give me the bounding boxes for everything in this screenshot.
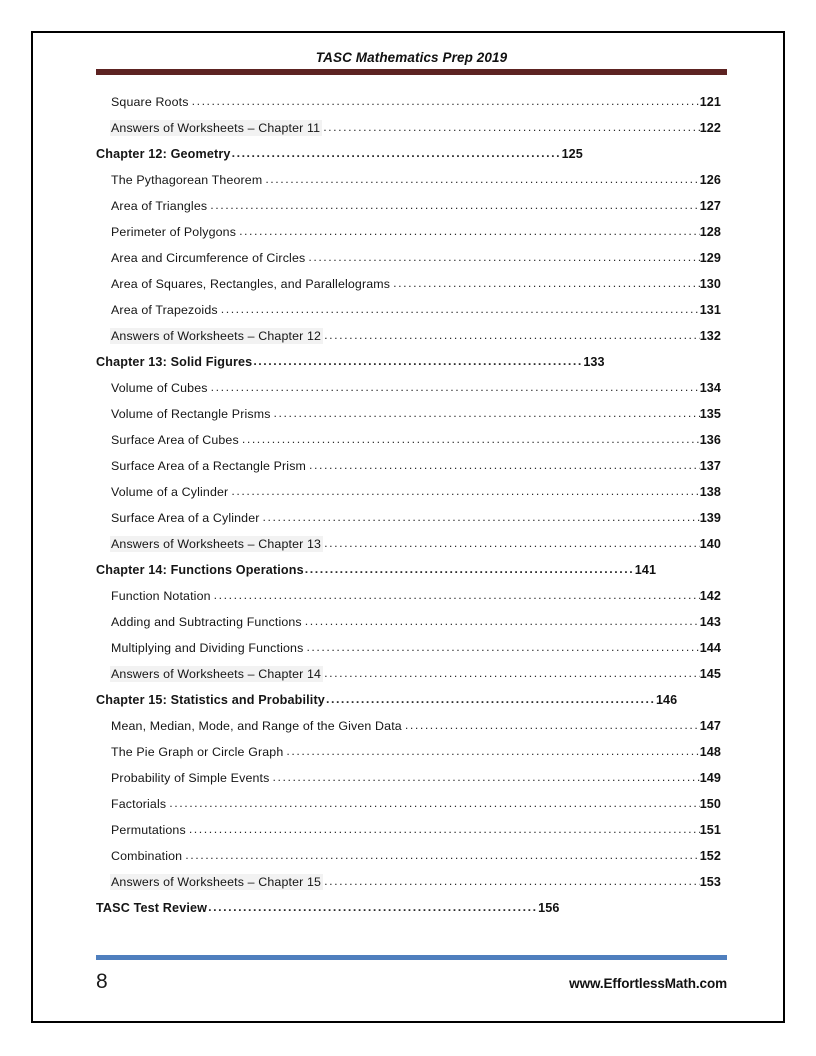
dot-leader <box>306 642 699 654</box>
toc-entry-label: Combination <box>111 849 183 863</box>
toc-entry-label: Function Notation <box>111 589 211 603</box>
toc-page-number: 122 <box>699 121 721 135</box>
toc-page-number: 121 <box>699 95 721 109</box>
toc-entry-row[interactable] <box>33 791 783 817</box>
toc-page-number: 148 <box>699 745 721 759</box>
toc-entry-row[interactable] <box>33 375 783 401</box>
dot-leader <box>324 538 700 550</box>
toc-page-number: 156 <box>538 901 560 915</box>
toc-page-number: 151 <box>699 823 721 837</box>
footer-page-number: 8 <box>96 970 108 993</box>
toc-entry-label: Area and Circumference of Circles <box>111 251 306 265</box>
toc-entry-label: Chapter 14: Functions Operations <box>96 563 304 577</box>
running-header <box>96 50 727 75</box>
running-footer <box>96 955 727 992</box>
page-content-area <box>33 33 783 1021</box>
toc-page-number: 129 <box>699 251 721 265</box>
toc-entry-row[interactable] <box>33 869 783 895</box>
dot-leader <box>323 122 700 134</box>
header-rule-divider <box>96 69 727 75</box>
toc-page-number: 141 <box>634 563 657 577</box>
toc-page-number: 147 <box>699 719 721 733</box>
dot-leader <box>221 304 700 316</box>
dot-leader <box>210 200 699 212</box>
toc-page-number: 135 <box>699 407 721 421</box>
toc-entry-label: Answers of Worksheets – Chapter 11 <box>111 121 321 135</box>
toc-chapter-row[interactable] <box>33 895 783 921</box>
toc-entry-row[interactable] <box>33 739 783 765</box>
dot-leader <box>253 356 583 369</box>
dot-leader <box>189 824 700 836</box>
toc-entry-row[interactable] <box>33 843 783 869</box>
toc-entry-label: The Pythagorean Theorem <box>111 173 263 187</box>
footer-row <box>96 971 727 992</box>
toc-entry-row[interactable] <box>33 219 783 245</box>
dot-leader <box>286 746 699 758</box>
toc-entry-row[interactable] <box>33 427 783 453</box>
dot-leader <box>242 434 700 446</box>
toc-entry-row[interactable] <box>33 635 783 661</box>
toc-entry-label: Chapter 12: Geometry <box>96 147 231 161</box>
toc-entry-label: Volume of Cubes <box>111 381 208 395</box>
toc-entry-label: Surface Area of a Cylinder <box>111 511 260 525</box>
toc-entry-row[interactable] <box>33 453 783 479</box>
toc-page-number: 126 <box>699 173 721 187</box>
toc-page-number: 145 <box>699 667 721 681</box>
dot-leader <box>308 252 699 264</box>
dot-leader <box>324 330 700 342</box>
toc-page-number: 146 <box>655 693 678 707</box>
toc-entry-label: Answers of Worksheets – Chapter 15 <box>111 875 322 889</box>
toc-entry-label: The Pie Graph or Circle Graph <box>111 745 284 759</box>
toc-entry-label: Surface Area of a Rectangle Prism <box>111 459 307 473</box>
dot-leader <box>263 512 700 524</box>
dot-leader <box>324 668 700 680</box>
dot-leader <box>192 96 700 108</box>
toc-page-number: 153 <box>699 875 721 889</box>
footer-rule-divider <box>96 955 727 960</box>
toc-page-number: 137 <box>699 459 721 473</box>
toc-page-number: 128 <box>699 225 721 239</box>
dot-leader <box>214 590 700 602</box>
dot-leader <box>211 382 700 394</box>
dot-leader <box>393 278 700 290</box>
toc-entry-row[interactable] <box>33 505 783 531</box>
dot-leader <box>231 486 699 498</box>
toc-page-number: 133 <box>583 355 605 369</box>
footer-website-link[interactable]: www.EffortlessMath.com <box>569 976 727 991</box>
toc-page-number: 127 <box>699 199 721 213</box>
toc-entry-label: Answers of Worksheets – Chapter 12 <box>111 329 322 343</box>
toc-page-number: 138 <box>699 485 721 499</box>
toc-entry-row[interactable] <box>33 765 783 791</box>
toc-entry-row[interactable] <box>33 323 783 349</box>
toc-page-number: 136 <box>699 433 721 447</box>
toc-page-number: 152 <box>699 849 721 863</box>
toc-page-number: 131 <box>699 303 721 317</box>
toc-entry-row[interactable] <box>33 583 783 609</box>
toc-page-number: 130 <box>699 277 721 291</box>
toc-page-number: 132 <box>699 329 721 343</box>
toc-page-number: 134 <box>699 381 721 395</box>
table-of-contents <box>33 89 783 921</box>
toc-entry-label: Area of Squares, Rectangles, and Parallelograms <box>111 277 391 291</box>
dot-leader <box>305 564 635 577</box>
toc-entry-label: Adding and Subtracting Functions <box>111 615 302 629</box>
dot-leader <box>239 226 700 238</box>
dot-leader <box>169 798 699 810</box>
toc-page-number: 149 <box>699 771 721 785</box>
toc-entry-label: Mean, Median, Mode, and Range of the Given Data <box>111 719 402 733</box>
toc-entry-row[interactable] <box>33 531 783 557</box>
dot-leader <box>265 174 699 186</box>
toc-entry-label: Chapter 15: Statistics and Probability <box>96 693 325 707</box>
toc-entry-row[interactable] <box>33 245 783 271</box>
toc-entry-label: Volume of Rectangle Prisms <box>111 407 271 421</box>
toc-entry-label: Answers of Worksheets – Chapter 13 <box>111 537 322 551</box>
dot-leader <box>232 148 562 161</box>
toc-chapter-row[interactable] <box>33 687 783 713</box>
toc-entry-row[interactable] <box>33 817 783 843</box>
toc-entry-row[interactable] <box>33 193 783 219</box>
toc-entry-label: Volume of a Cylinder <box>111 485 229 499</box>
toc-entry-label: Surface Area of Cubes <box>111 433 239 447</box>
dot-leader <box>208 902 538 915</box>
toc-entry-row[interactable] <box>33 609 783 635</box>
toc-entry-label: Square Roots <box>111 95 189 109</box>
toc-page-number: 143 <box>699 615 721 629</box>
toc-entry-row[interactable] <box>33 401 783 427</box>
toc-page-number: 150 <box>699 797 721 811</box>
toc-entry-label: Permutations <box>111 823 186 837</box>
toc-entry-label: Area of Trapezoids <box>111 303 218 317</box>
toc-chapter-row[interactable] <box>33 349 783 375</box>
toc-entry-label: Multiplying and Dividing Functions <box>111 641 304 655</box>
toc-entry-row[interactable] <box>33 115 783 141</box>
toc-entry-label: Answers of Worksheets – Chapter 14 <box>111 667 322 681</box>
dot-leader <box>305 616 700 628</box>
dot-leader <box>272 772 699 784</box>
toc-page-number: 142 <box>699 589 721 603</box>
toc-page-number: 144 <box>699 641 721 655</box>
toc-page-number: 139 <box>699 511 721 525</box>
toc-entry-label: Factorials <box>111 797 167 811</box>
toc-entry-row[interactable] <box>33 713 783 739</box>
dot-leader <box>324 876 700 888</box>
toc-page-number: 140 <box>699 537 721 551</box>
toc-chapter-row[interactable] <box>33 557 783 583</box>
toc-entry-row[interactable] <box>33 661 783 687</box>
dot-leader <box>405 720 700 732</box>
toc-entry-row[interactable] <box>33 479 783 505</box>
toc-entry-label: TASC Test Review <box>96 901 208 915</box>
toc-entry-row[interactable] <box>33 271 783 297</box>
document-page <box>31 31 785 1023</box>
dot-leader <box>326 694 656 707</box>
dot-leader <box>274 408 700 420</box>
toc-entry-row[interactable] <box>33 297 783 323</box>
toc-page-number: 125 <box>561 147 583 161</box>
toc-entry-row[interactable] <box>33 89 783 115</box>
toc-entry-label: Perimeter of Polygons <box>111 225 237 239</box>
toc-entry-label: Chapter 13: Solid Figures <box>96 355 253 369</box>
dot-leader <box>309 460 700 472</box>
book-title: TASC Mathematics Prep 2019 <box>315 50 508 65</box>
toc-entry-label: Area of Triangles <box>111 199 208 213</box>
toc-entry-row[interactable] <box>33 167 783 193</box>
toc-entry-label: Probability of Simple Events <box>111 771 270 785</box>
toc-chapter-row[interactable] <box>33 141 783 167</box>
dot-leader <box>185 850 699 862</box>
